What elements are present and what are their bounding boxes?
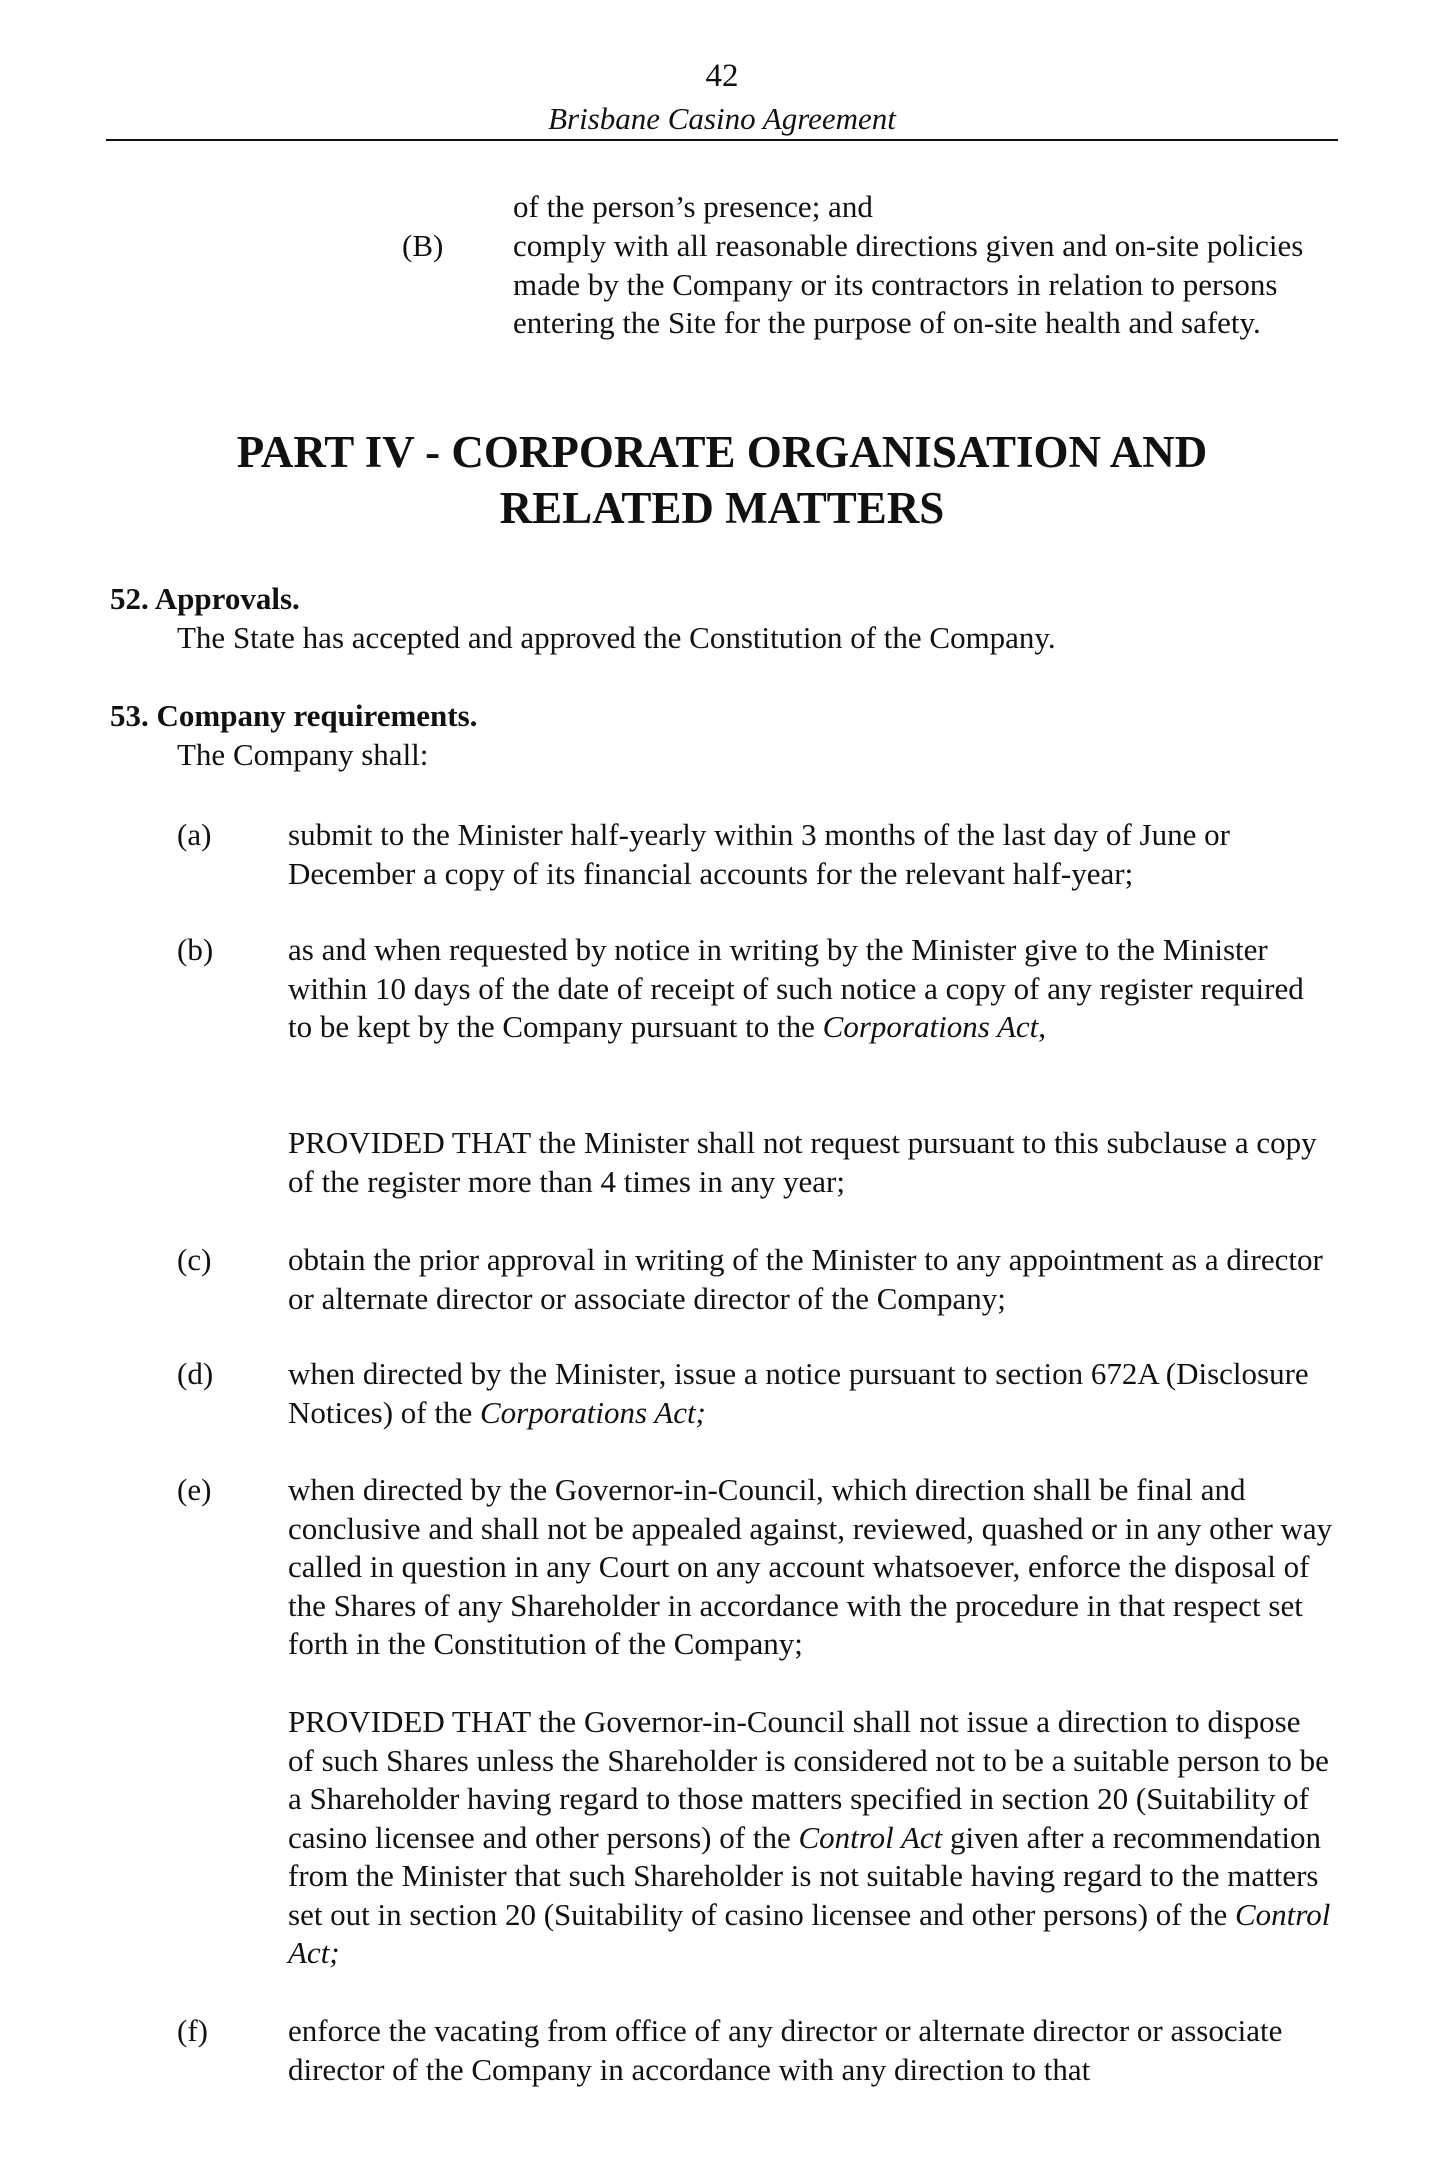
- item-b-paragraph: [288, 931, 1333, 1047]
- item-label-f: (f): [177, 2013, 208, 2048]
- part-heading-line-2: RELATED MATTERS: [499, 483, 945, 533]
- header-rule: [106, 139, 1338, 141]
- item-e-proviso-text: [288, 1703, 1333, 1973]
- continuation-lead-line: of the person’s presence; and: [513, 189, 873, 224]
- item-e-proviso-middle: given after a recommendation from the Minister that such Shareholder is not suitable having regard to the matters set out in section 20 (Suitability of casino licensee and other persons) of the: [288, 1819, 1322, 1932]
- page-header: [106, 56, 1338, 138]
- item-label-d: (d): [177, 1356, 214, 1391]
- item-text-e: [288, 1471, 1333, 1664]
- section-heading-53: 53. Company requirements.: [110, 698, 478, 733]
- item-d-text: when directed by the Minister, issue a notice pursuant to section 672A (Disclosure Notices) of the: [288, 1356, 1309, 1430]
- continuation-label: (B): [402, 228, 444, 263]
- part-heading: [106, 424, 1338, 536]
- item-label-b: (b): [177, 932, 214, 967]
- item-e-proviso-italic-1: Control Act: [798, 1819, 943, 1855]
- item-a-paragraph: submit to the Minister half-yearly within 3 months of the last day of June or December a copy of its financial accounts for the relevant half-year;: [288, 817, 1230, 891]
- item-d-paragraph: [288, 1355, 1333, 1432]
- page-number: 42: [705, 58, 739, 94]
- item-label-e: (e): [177, 1472, 212, 1507]
- section-heading-52: 52. Approvals.: [110, 581, 300, 616]
- running-title: Brisbane Casino Agreement: [548, 101, 896, 136]
- continuation-text: comply with all reasonable directions given and on-site policies made by the Company or its contractors in relation to persons entering the Site for the purpose of on-site health and safety.: [513, 228, 1304, 340]
- item-e-proviso-before: PROVIDED THAT the Governor-in-Council shall not issue a direction to dispose of such Shares unless the Shareholder is considered not to be a suitable person to be a Shareholder having regard to those matters specified in section 20 (Suitability of casino licensee and other persons) of the: [288, 1704, 1329, 1855]
- item-d-italic: Corporations Act;: [479, 1394, 706, 1430]
- item-f-paragraph: enforce the vacating from office of any director or alternate director or associate director of the Company in accordance with any direction to that: [288, 2013, 1283, 2087]
- item-c-paragraph: obtain the prior approval in writing of the Minister to any appointment as a director or alternate director or associate director of the Company;: [288, 1242, 1323, 1316]
- item-e-proviso-italic-2: Control Act;: [288, 1896, 1331, 1970]
- item-e-proviso: [288, 1703, 1333, 1973]
- item-text-b: [288, 931, 1333, 1047]
- item-e-paragraph: when directed by the Governor-in-Council, which direction shall be final and conclusive and shall not be appealed against, reviewed, quashed or in any other way called in question in any Court on any account whatsoever, enforce the disposal of the Shares of any Shareholder in accordance with the procedure in that respect set forth in the Constitution of the Company;: [288, 1472, 1333, 1661]
- item-text-a: [288, 816, 1333, 893]
- item-b-text: as and when requested by notice in writing by the Minister give to the Minister within 10 days of the date of receipt of such notice a copy of any register required to be kept by the Company pursuant to the: [288, 932, 1304, 1044]
- item-text-f: [288, 2012, 1333, 2089]
- part-heading-line-1: PART IV - CORPORATE ORGANISATION AND: [236, 427, 1208, 477]
- item-b-proviso: [288, 1124, 1333, 1201]
- item-label-c: (c): [177, 1242, 212, 1277]
- section-body-52: The State has accepted and approved the Constitution of the Company.: [177, 620, 1056, 655]
- item-b-italic: Corporations Act,: [822, 1009, 1047, 1044]
- item-label-a: (a): [177, 817, 212, 852]
- item-text-d: [288, 1355, 1333, 1432]
- item-b-proviso-text: PROVIDED THAT the Minister shall not request pursuant to this subclause a copy of the register more than 4 times in any year;: [288, 1125, 1317, 1199]
- item-text-c: [288, 1241, 1333, 1318]
- section-body-53: The Company shall:: [177, 737, 429, 772]
